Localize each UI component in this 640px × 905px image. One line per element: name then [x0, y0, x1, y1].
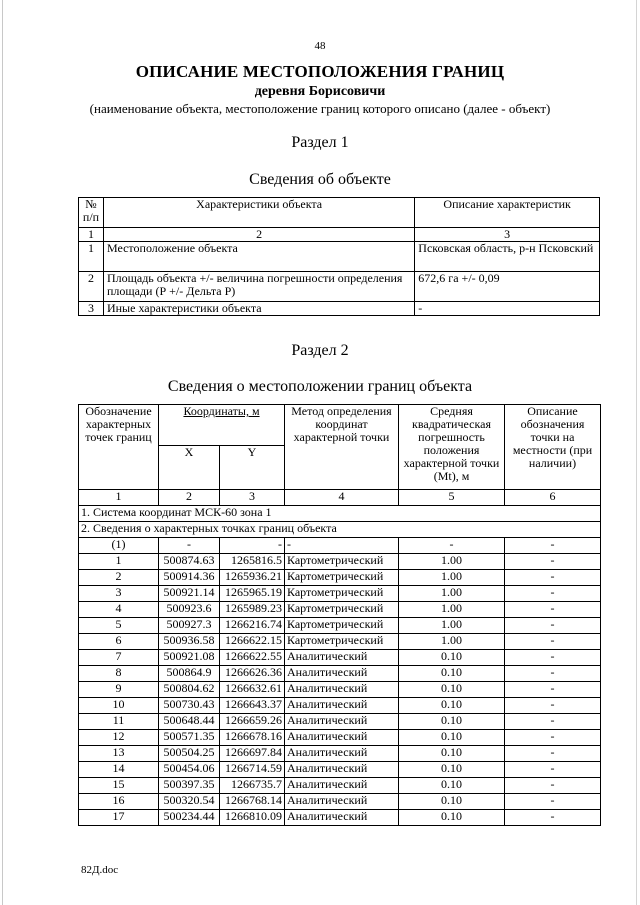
- point-mt: -: [399, 538, 505, 554]
- point-desc: -: [505, 794, 601, 810]
- point-y: 1266622.55: [220, 650, 285, 666]
- point-id: 3: [79, 586, 159, 602]
- coord-system: 1. Система координат МСК-60 зона 1: [79, 506, 601, 522]
- point-id: 15: [79, 778, 159, 794]
- point-y: 1266810.09: [220, 810, 285, 826]
- point-method: Аналитический: [285, 650, 399, 666]
- index-cell: 4: [285, 490, 399, 506]
- point-method: Аналитический: [285, 810, 399, 826]
- point-y: 1265816.5: [220, 554, 285, 570]
- points-heading: 2. Сведения о характерных точках границ объекта: [79, 522, 601, 538]
- point-x: 500504.25: [159, 746, 220, 762]
- point-y: 1266714.59: [220, 762, 285, 778]
- point-mt: 0.10: [399, 762, 505, 778]
- point-y: 1265965.19: [220, 586, 285, 602]
- point-method: Аналитический: [285, 714, 399, 730]
- point-mt: 0.10: [399, 698, 505, 714]
- table-row: [79, 682, 601, 698]
- point-method: Картометрический: [285, 586, 399, 602]
- header-num: № п/п: [79, 198, 104, 228]
- row-number: 1: [79, 242, 104, 272]
- point-x: 500571.35: [159, 730, 220, 746]
- table-row: [79, 778, 601, 794]
- point-id: 11: [79, 714, 159, 730]
- point-x: 500234.44: [159, 810, 220, 826]
- point-mt: 1.00: [399, 570, 505, 586]
- point-y: 1266768.14: [220, 794, 285, 810]
- header-accuracy: Средняя квадратическая погрешность положения характерной точки (Mt), м: [399, 405, 505, 490]
- point-desc: -: [505, 730, 601, 746]
- header-x: X: [159, 446, 220, 490]
- point-desc: -: [505, 666, 601, 682]
- point-desc: -: [505, 650, 601, 666]
- point-mt: 0.10: [399, 730, 505, 746]
- point-desc: -: [505, 762, 601, 778]
- point-method: Аналитический: [285, 778, 399, 794]
- point-id: 2: [79, 570, 159, 586]
- coord-system-row: [79, 506, 601, 522]
- point-x: -: [159, 538, 220, 554]
- point-id: 8: [79, 666, 159, 682]
- point-x: 500397.35: [159, 778, 220, 794]
- table-row: [79, 554, 601, 570]
- point-desc: -: [505, 554, 601, 570]
- point-desc: -: [505, 586, 601, 602]
- point-method: Аналитический: [285, 746, 399, 762]
- point-method: Картометрический: [285, 554, 399, 570]
- point-id: 10: [79, 698, 159, 714]
- point-id: 12: [79, 730, 159, 746]
- row-value: -: [415, 302, 600, 316]
- row-value: Псковская область, р-н Псковский: [415, 242, 600, 272]
- header-point-description: Описание обозначения точки на местности (при наличии): [505, 405, 601, 490]
- row-characteristic: Площадь объекта +/- величина погрешности определения площади (Р +/- Дельта Р): [103, 272, 414, 302]
- table-index-row: [79, 228, 600, 242]
- point-x: 500921.08: [159, 650, 220, 666]
- header-coordinates-label: Координаты, м: [183, 404, 260, 418]
- point-y: 1265936.21: [220, 570, 285, 586]
- point-mt: 1.00: [399, 586, 505, 602]
- table-row: [79, 714, 601, 730]
- point-x: 500936.58: [159, 634, 220, 650]
- point-x: 500874.63: [159, 554, 220, 570]
- point-y: 1266678.16: [220, 730, 285, 746]
- point-desc: -: [505, 618, 601, 634]
- table-row: [79, 762, 601, 778]
- point-method: Аналитический: [285, 730, 399, 746]
- point-id: 7: [79, 650, 159, 666]
- section1-heading: Раздел 1: [291, 134, 349, 151]
- point-id: 4: [79, 602, 159, 618]
- point-x: 500648.44: [159, 714, 220, 730]
- row-characteristic: Иные характеристики объекта: [103, 302, 414, 316]
- table-row: [79, 746, 601, 762]
- point-id: 5: [79, 618, 159, 634]
- point-method: Аналитический: [285, 794, 399, 810]
- row-value: 672,6 га +/- 0,09: [415, 272, 600, 302]
- point-mt: 0.10: [399, 682, 505, 698]
- point-y: -: [220, 538, 285, 554]
- table-row: [79, 570, 601, 586]
- point-mt: 0.10: [399, 746, 505, 762]
- document-title: ОПИСАНИЕ МЕСТОПОЛОЖЕНИЯ ГРАНИЦ: [135, 62, 505, 81]
- point-x: 500454.06: [159, 762, 220, 778]
- index-cell: 6: [505, 490, 601, 506]
- subtitle-note: (наименование объекта, местоположение границ которого описано (далее - объект): [89, 101, 551, 116]
- row-number: 2: [79, 272, 104, 302]
- point-id: 16: [79, 794, 159, 810]
- table-row: [79, 650, 601, 666]
- point-x: 500914.36: [159, 570, 220, 586]
- index-cell: 2: [159, 490, 220, 506]
- point-id: 9: [79, 682, 159, 698]
- section2-heading: Раздел 2: [291, 342, 349, 359]
- document-subtitle: деревня Борисовичи: [254, 84, 386, 99]
- point-y: 1266622.15: [220, 634, 285, 650]
- header-y: Y: [220, 446, 285, 490]
- point-method: Аналитический: [285, 698, 399, 714]
- table-header-row: [79, 405, 601, 446]
- point-desc: -: [505, 746, 601, 762]
- header-designation: Обозначение характерных точек границ: [79, 405, 159, 490]
- point-mt: 1.00: [399, 634, 505, 650]
- index-cell: 1: [79, 228, 104, 242]
- row-number: 3: [79, 302, 104, 316]
- table-row: [79, 666, 601, 682]
- page-number: 48: [314, 40, 326, 52]
- table-row: [79, 538, 601, 554]
- index-cell: 5: [399, 490, 505, 506]
- point-method: Аналитический: [285, 666, 399, 682]
- index-cell: 1: [79, 490, 159, 506]
- points-heading-row: [79, 522, 601, 538]
- table-row: [79, 618, 601, 634]
- point-desc: -: [505, 634, 601, 650]
- point-desc: -: [505, 570, 601, 586]
- point-id: (1): [79, 538, 159, 554]
- point-method: Картометрический: [285, 634, 399, 650]
- point-x: 500923.6: [159, 602, 220, 618]
- point-mt: 1.00: [399, 554, 505, 570]
- point-y: 1266626.36: [220, 666, 285, 682]
- point-y: 1265989.23: [220, 602, 285, 618]
- point-x: 500320.54: [159, 794, 220, 810]
- point-x: 500921.14: [159, 586, 220, 602]
- header-description: Описание характеристик: [415, 198, 600, 228]
- point-x: 500864.9: [159, 666, 220, 682]
- table-header-row: [79, 198, 600, 228]
- point-y: 1266632.61: [220, 682, 285, 698]
- header-coordinates: [159, 405, 285, 446]
- section2-subheading: Сведения о местоположении границ объекта: [167, 378, 473, 395]
- table-index-row: [79, 490, 601, 506]
- point-y: 1266659.26: [220, 714, 285, 730]
- point-mt: 0.10: [399, 714, 505, 730]
- point-mt: 1.00: [399, 602, 505, 618]
- table-row: [79, 302, 600, 316]
- section1-subheading: Сведения об объекте: [249, 171, 391, 188]
- point-id: 1: [79, 554, 159, 570]
- point-method: Картометрический: [285, 602, 399, 618]
- table-row: [79, 272, 600, 302]
- point-desc: -: [505, 778, 601, 794]
- table-row: [79, 810, 601, 826]
- file-name: 82Д.doc: [81, 864, 119, 876]
- index-cell: 2: [103, 228, 414, 242]
- header-method: Метод определения координат характерной точки: [285, 405, 399, 490]
- point-desc: -: [505, 810, 601, 826]
- point-method: Картометрический: [285, 618, 399, 634]
- point-x: 500804.62: [159, 682, 220, 698]
- point-method: Аналитический: [285, 762, 399, 778]
- point-desc: -: [505, 698, 601, 714]
- index-cell: 3: [220, 490, 285, 506]
- boundary-points-table: [78, 404, 601, 826]
- table-row: [79, 602, 601, 618]
- table-row: [79, 698, 601, 714]
- point-mt: 0.10: [399, 778, 505, 794]
- point-method: Аналитический: [285, 682, 399, 698]
- table-row: [79, 634, 601, 650]
- table-row: [79, 794, 601, 810]
- point-y: 1266643.37: [220, 698, 285, 714]
- point-y: 1266697.84: [220, 746, 285, 762]
- point-id: 13: [79, 746, 159, 762]
- point-mt: 0.10: [399, 810, 505, 826]
- point-id: 17: [79, 810, 159, 826]
- object-info-table: [78, 197, 600, 316]
- point-mt: 1.00: [399, 618, 505, 634]
- table-row: [79, 242, 600, 272]
- table-row: [79, 730, 601, 746]
- point-desc: -: [505, 602, 601, 618]
- point-mt: 0.10: [399, 794, 505, 810]
- point-y: 1266735.7: [220, 778, 285, 794]
- point-method: -: [285, 538, 399, 554]
- point-method: Картометрический: [285, 570, 399, 586]
- point-id: 6: [79, 634, 159, 650]
- header-characteristics: Характеристики объекта: [103, 198, 414, 228]
- index-cell: 3: [415, 228, 600, 242]
- point-mt: 0.10: [399, 650, 505, 666]
- point-mt: 0.10: [399, 666, 505, 682]
- points-body: [79, 538, 601, 826]
- point-y: 1266216.74: [220, 618, 285, 634]
- point-id: 14: [79, 762, 159, 778]
- table-row: [79, 586, 601, 602]
- point-desc: -: [505, 682, 601, 698]
- row-characteristic: Местоположение объекта: [103, 242, 414, 272]
- point-x: 500730.43: [159, 698, 220, 714]
- point-desc: -: [505, 714, 601, 730]
- point-x: 500927.3: [159, 618, 220, 634]
- point-desc: -: [505, 538, 601, 554]
